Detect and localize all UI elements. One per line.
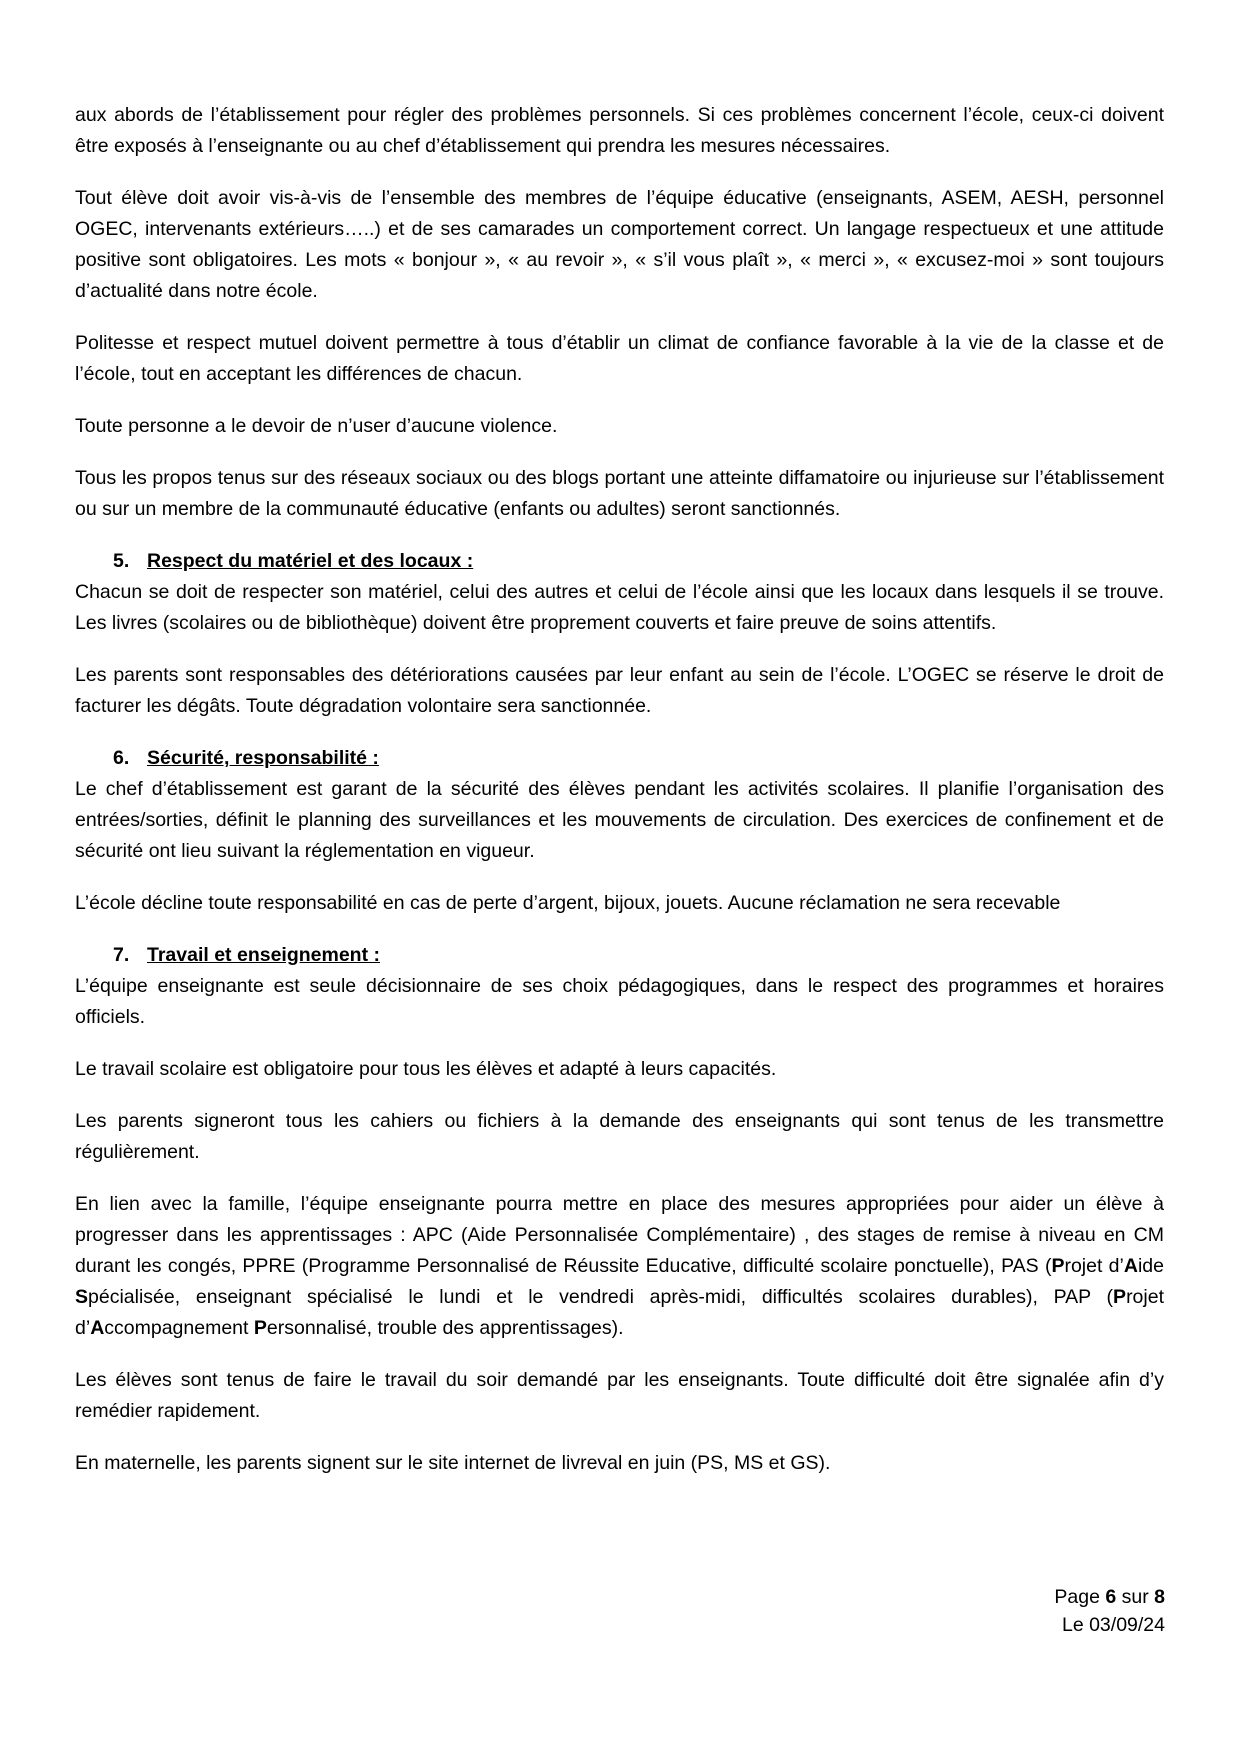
section-title: Travail et enseignement :: [147, 944, 381, 966]
section-heading-7: [75, 940, 1164, 971]
paragraph: Les parents signeront tous les cahiers ou fichiers à la demande des enseignants qui sont tenus de les transmettre régulièrement.: [75, 1110, 1164, 1163]
text-run: pécialisée, enseignant spécialisé le lundi et le vendredi après-midi, difficultés scolaires durables), PAP (: [88, 1286, 1114, 1308]
paragraph: Tous les propos tenus sur des réseaux sociaux ou des blogs portant une atteinte diffamatoire ou injurieuse sur l’établissement ou sur un membre de la communauté éducative (enfants ou adultes) seront sanctionnés.: [75, 467, 1164, 520]
paragraph: aux abords de l’établissement pour régler des problèmes personnels. Si ces problèmes concernent l’école, ceux-ci doivent être exposés à l’enseignante ou au chef d’établissement qui prendra les mesures nécessaires.: [75, 104, 1164, 157]
bold-letter: P: [1051, 1255, 1065, 1277]
bold-letter: P: [253, 1317, 267, 1339]
section-heading-6: [75, 743, 1164, 774]
paragraph-mixed: [75, 1189, 1164, 1344]
paragraph: Le chef d’établissement est garant de la sécurité des élèves pendant les activités scolaires. Il planifie l’organisation des entrées/sorties, définit le planning des surveillances et les mouvements de circulation. Des exercices de confinement et de sécurité ont lieu suivant la réglementation en vigueur.: [75, 778, 1164, 862]
paragraph: En maternelle, les parents signent sur le site internet de livreval en juin (PS, MS et GS).: [75, 1452, 831, 1474]
paragraph: Le travail scolaire est obligatoire pour tous les élèves et adapté à leurs capacités.: [75, 1058, 777, 1080]
section-number: 5.: [113, 550, 130, 572]
text-run: ersonnalisé, trouble des apprentissages).: [266, 1317, 624, 1339]
page-prefix: Page: [1054, 1586, 1106, 1608]
paragraph: Chacun se doit de respecter son matériel, celui des autres et celui de l’école ainsi que les locaux dans lesquels il se trouve. Les livres (scolaires ou de bibliothèque) doivent être proprement couverts et faire preuve de soins attentifs.: [75, 581, 1164, 634]
page-footer: [1054, 1583, 1165, 1639]
bold-letter: A: [90, 1317, 105, 1339]
paragraph: Les élèves sont tenus de faire le travail du soir demandé par les enseignants. Toute difficulté doit être signalée afin d’y remédier rapidement.: [75, 1369, 1164, 1422]
paragraph: Tout élève doit avoir vis-à-vis de l’ensemble des membres de l’équipe éducative (enseignants, ASEM, AESH, personnel OGEC, intervenants extérieurs…..) et de ses camarades un comportement correct. Un langage respectueux et une attitude positive sont obligatoires. Les mots « bonjour », « au revoir », « s’il vous plaît », « merci », « excusez-moi » sont toujours d’actualité dans notre école.: [75, 187, 1164, 302]
text-run: En lien avec la famille, l’équipe enseignante pourra mettre en place des mesures appropriées pour aider un élève à progresser dans les apprentissages : APC (Aide Personnalisée Complémentaire) , des stages de remise à niveau en CM durant les congés, PPRE (Programme Personnalisé de Réussite Educative, difficulté scolaire ponctuelle), PAS (: [75, 1193, 1164, 1277]
page-current: 6: [1105, 1586, 1117, 1608]
section-title: Respect du matériel et des locaux :: [147, 550, 474, 572]
page-number: [1054, 1583, 1165, 1611]
footer-date: Le 03/09/24: [1061, 1614, 1165, 1636]
text-run: ccompagnement: [104, 1317, 254, 1339]
paragraph: Politesse et respect mutuel doivent permettre à tous d’établir un climat de confiance favorable à la vie de la classe et de l’école, tout en acceptant les différences de chacun.: [75, 332, 1164, 385]
section-number: 6.: [113, 747, 130, 769]
section-number: 7.: [113, 944, 130, 966]
section-heading-5: [75, 546, 1164, 577]
section-title: Sécurité, responsabilité :: [147, 747, 379, 769]
paragraph: L’école décline toute responsabilité en cas de perte d’argent, bijoux, jouets. Aucune réclamation ne sera recevable: [75, 892, 1061, 914]
document-body: [75, 100, 1164, 1479]
paragraph: Les parents sont responsables des détériorations causées par leur enfant au sein de l’école. L’OGEC se réserve le droit de facturer les dégâts. Toute dégradation volontaire sera sanctionnée.: [75, 664, 1164, 717]
bold-letter: P: [1113, 1286, 1127, 1308]
bold-letter: S: [75, 1286, 89, 1308]
text-run: rojet d’: [1064, 1255, 1124, 1277]
paragraph: Toute personne a le devoir de n’user d’aucune violence.: [75, 415, 558, 437]
page-total: 8: [1154, 1586, 1165, 1608]
page-mid: sur: [1116, 1586, 1155, 1608]
bold-letter: A: [1123, 1255, 1138, 1277]
text-run: ide: [1137, 1255, 1164, 1277]
text-run: rojet d’: [75, 1286, 1164, 1339]
paragraph: L’équipe enseignante est seule décisionnaire de ses choix pédagogiques, dans le respect des programmes et horaires officiels.: [75, 975, 1164, 1028]
